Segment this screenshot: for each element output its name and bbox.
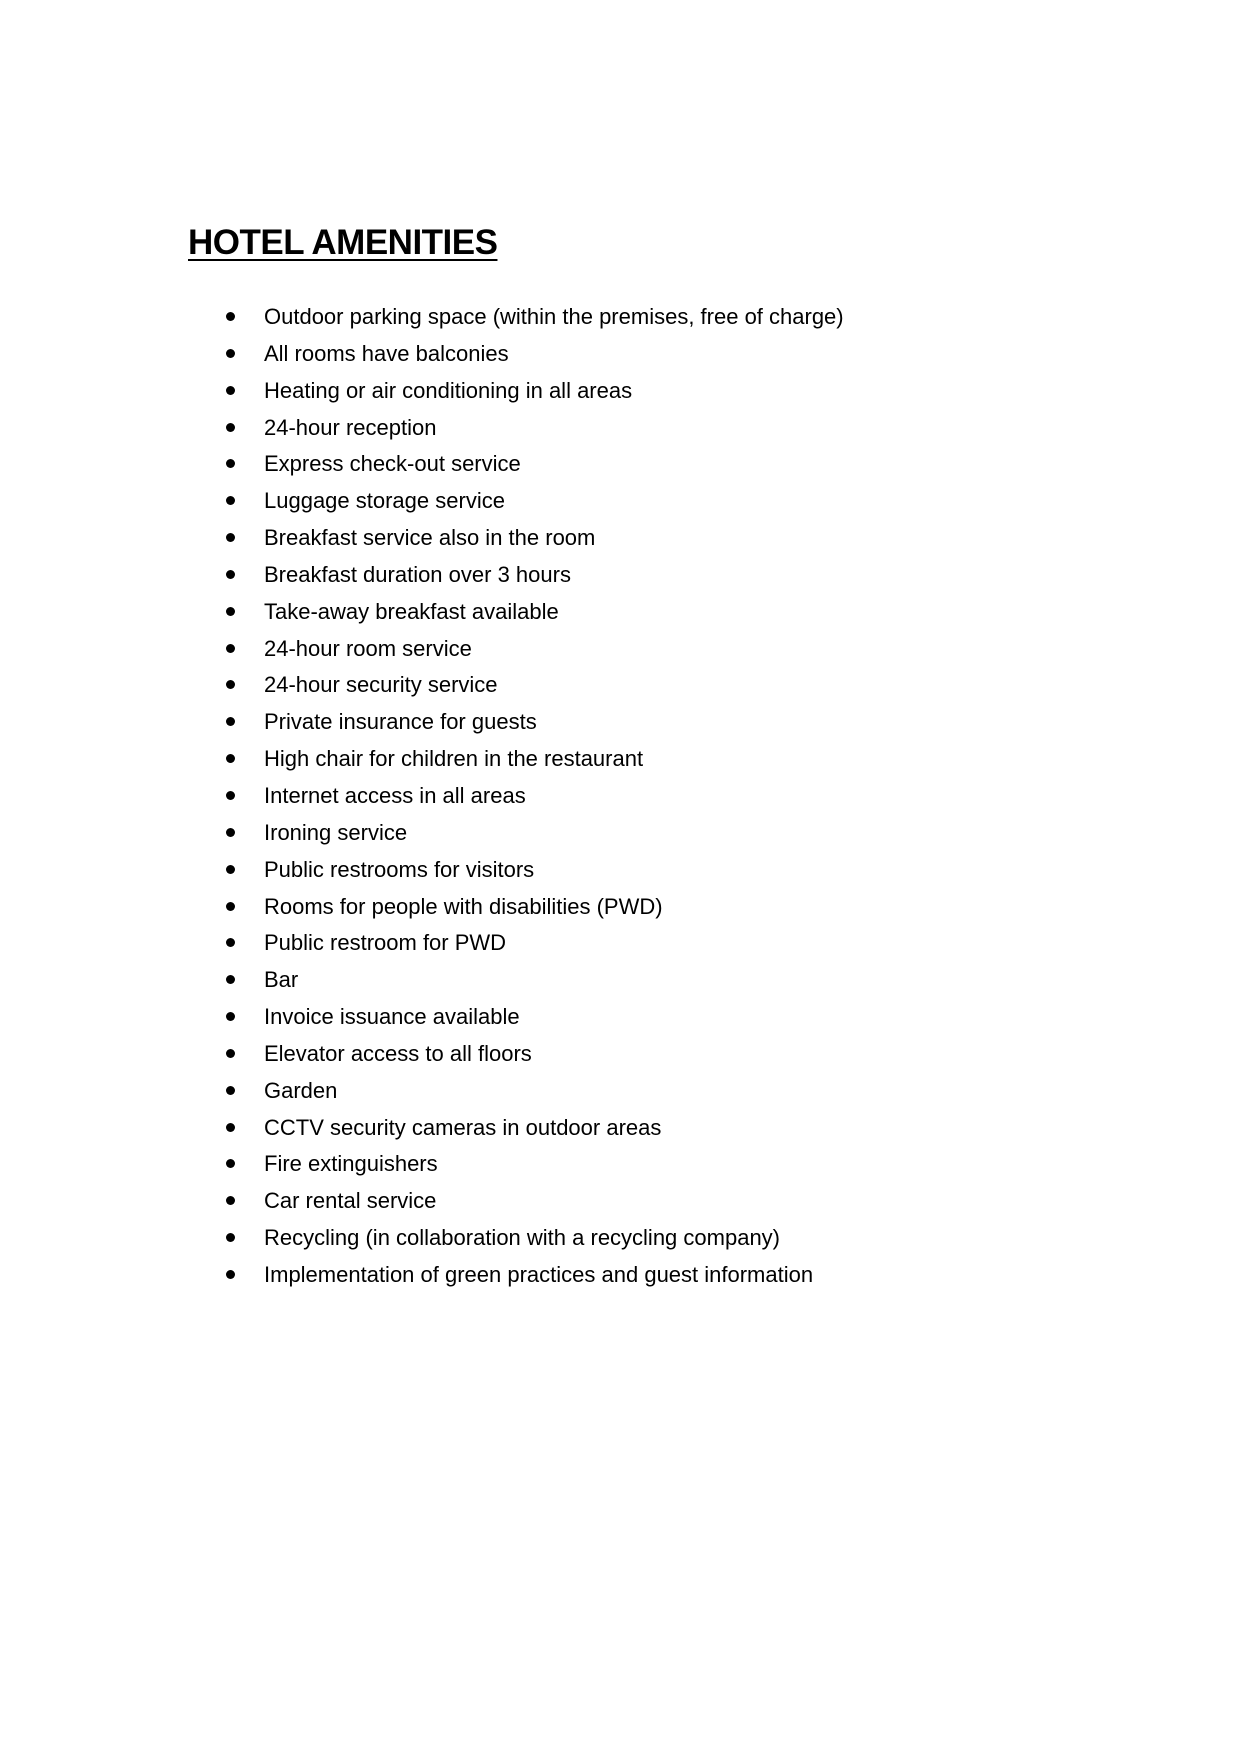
list-item-text: Garden [264, 1077, 338, 1103]
list-item-text: Elevator access to all floors [264, 1040, 532, 1066]
bullet-icon [226, 1123, 235, 1132]
bullet-icon [226, 717, 235, 726]
list-item-text: Implementation of green practices and guest information [264, 1261, 814, 1287]
list-item-text: All rooms have balconies [264, 340, 509, 366]
bullet-icon [226, 1012, 235, 1021]
bullet-icon [226, 902, 235, 911]
list-item-text: 24-hour reception [264, 414, 437, 440]
bullet-icon [226, 865, 235, 874]
list-item-text: Express check-out service [264, 451, 521, 477]
list-item-text: CCTV security cameras in outdoor areas [264, 1114, 662, 1140]
list-item-text: Recycling (in collaboration with a recycling company) [264, 1225, 781, 1251]
bullet-icon [226, 1196, 235, 1205]
list-item-text: Luggage storage service [264, 488, 505, 514]
bullet-icon [226, 533, 235, 542]
bullet-icon [226, 1233, 235, 1242]
list-item-text: Outdoor parking space (within the premises, free of charge) [264, 304, 844, 329]
bullet-icon [226, 386, 235, 395]
bullet-icon [226, 349, 235, 358]
list-item-text: Fire extinguishers [264, 1151, 438, 1177]
list-item-text: Bar [264, 967, 299, 993]
list-item-text: High chair for children in the restaurant [264, 746, 644, 772]
bullet-icon [226, 828, 235, 837]
list-item-text: Breakfast service also in the room [264, 525, 596, 551]
bullet-icon [226, 459, 235, 468]
bullet-icon [226, 607, 235, 616]
list-item-text: Public restroom for PWD [264, 930, 507, 956]
bullet-icon [226, 312, 235, 321]
list-item-text: Private insurance for guests [264, 709, 537, 735]
bullet-icon [226, 423, 235, 432]
list-item-text: Ironing service [264, 819, 408, 845]
bullet-icon [226, 1049, 235, 1058]
bullet-icon [226, 680, 235, 689]
bullet-icon [226, 644, 235, 653]
bullet-icon [226, 791, 235, 800]
bullet-icon [226, 938, 235, 947]
list-item-text: Public restrooms for visitors [264, 856, 535, 882]
list-item-text: Heating or air conditioning in all areas [264, 377, 633, 403]
bullet-icon [226, 1086, 235, 1095]
list-item-text: 24-hour security service [264, 672, 498, 698]
page-title: HOTEL AMENITIES [188, 223, 498, 262]
list-item-text: Invoice issuance available [264, 1004, 520, 1030]
bullet-icon [226, 754, 235, 763]
list-item-text: Take-away breakfast available [264, 598, 559, 624]
list-item-text: 24-hour room service [264, 635, 472, 661]
bullet-icon [226, 975, 235, 984]
list-item-text: Breakfast duration over 3 hours [264, 561, 571, 587]
list-item-text: Rooms for people with disabilities (PWD) [264, 893, 663, 919]
bullet-icon [226, 1270, 235, 1279]
list-item-text: Internet access in all areas [264, 782, 526, 808]
list-item-text: Car rental service [264, 1188, 437, 1214]
bullet-icon [226, 1159, 235, 1168]
bullet-icon [226, 496, 235, 505]
bullet-icon [226, 570, 235, 579]
